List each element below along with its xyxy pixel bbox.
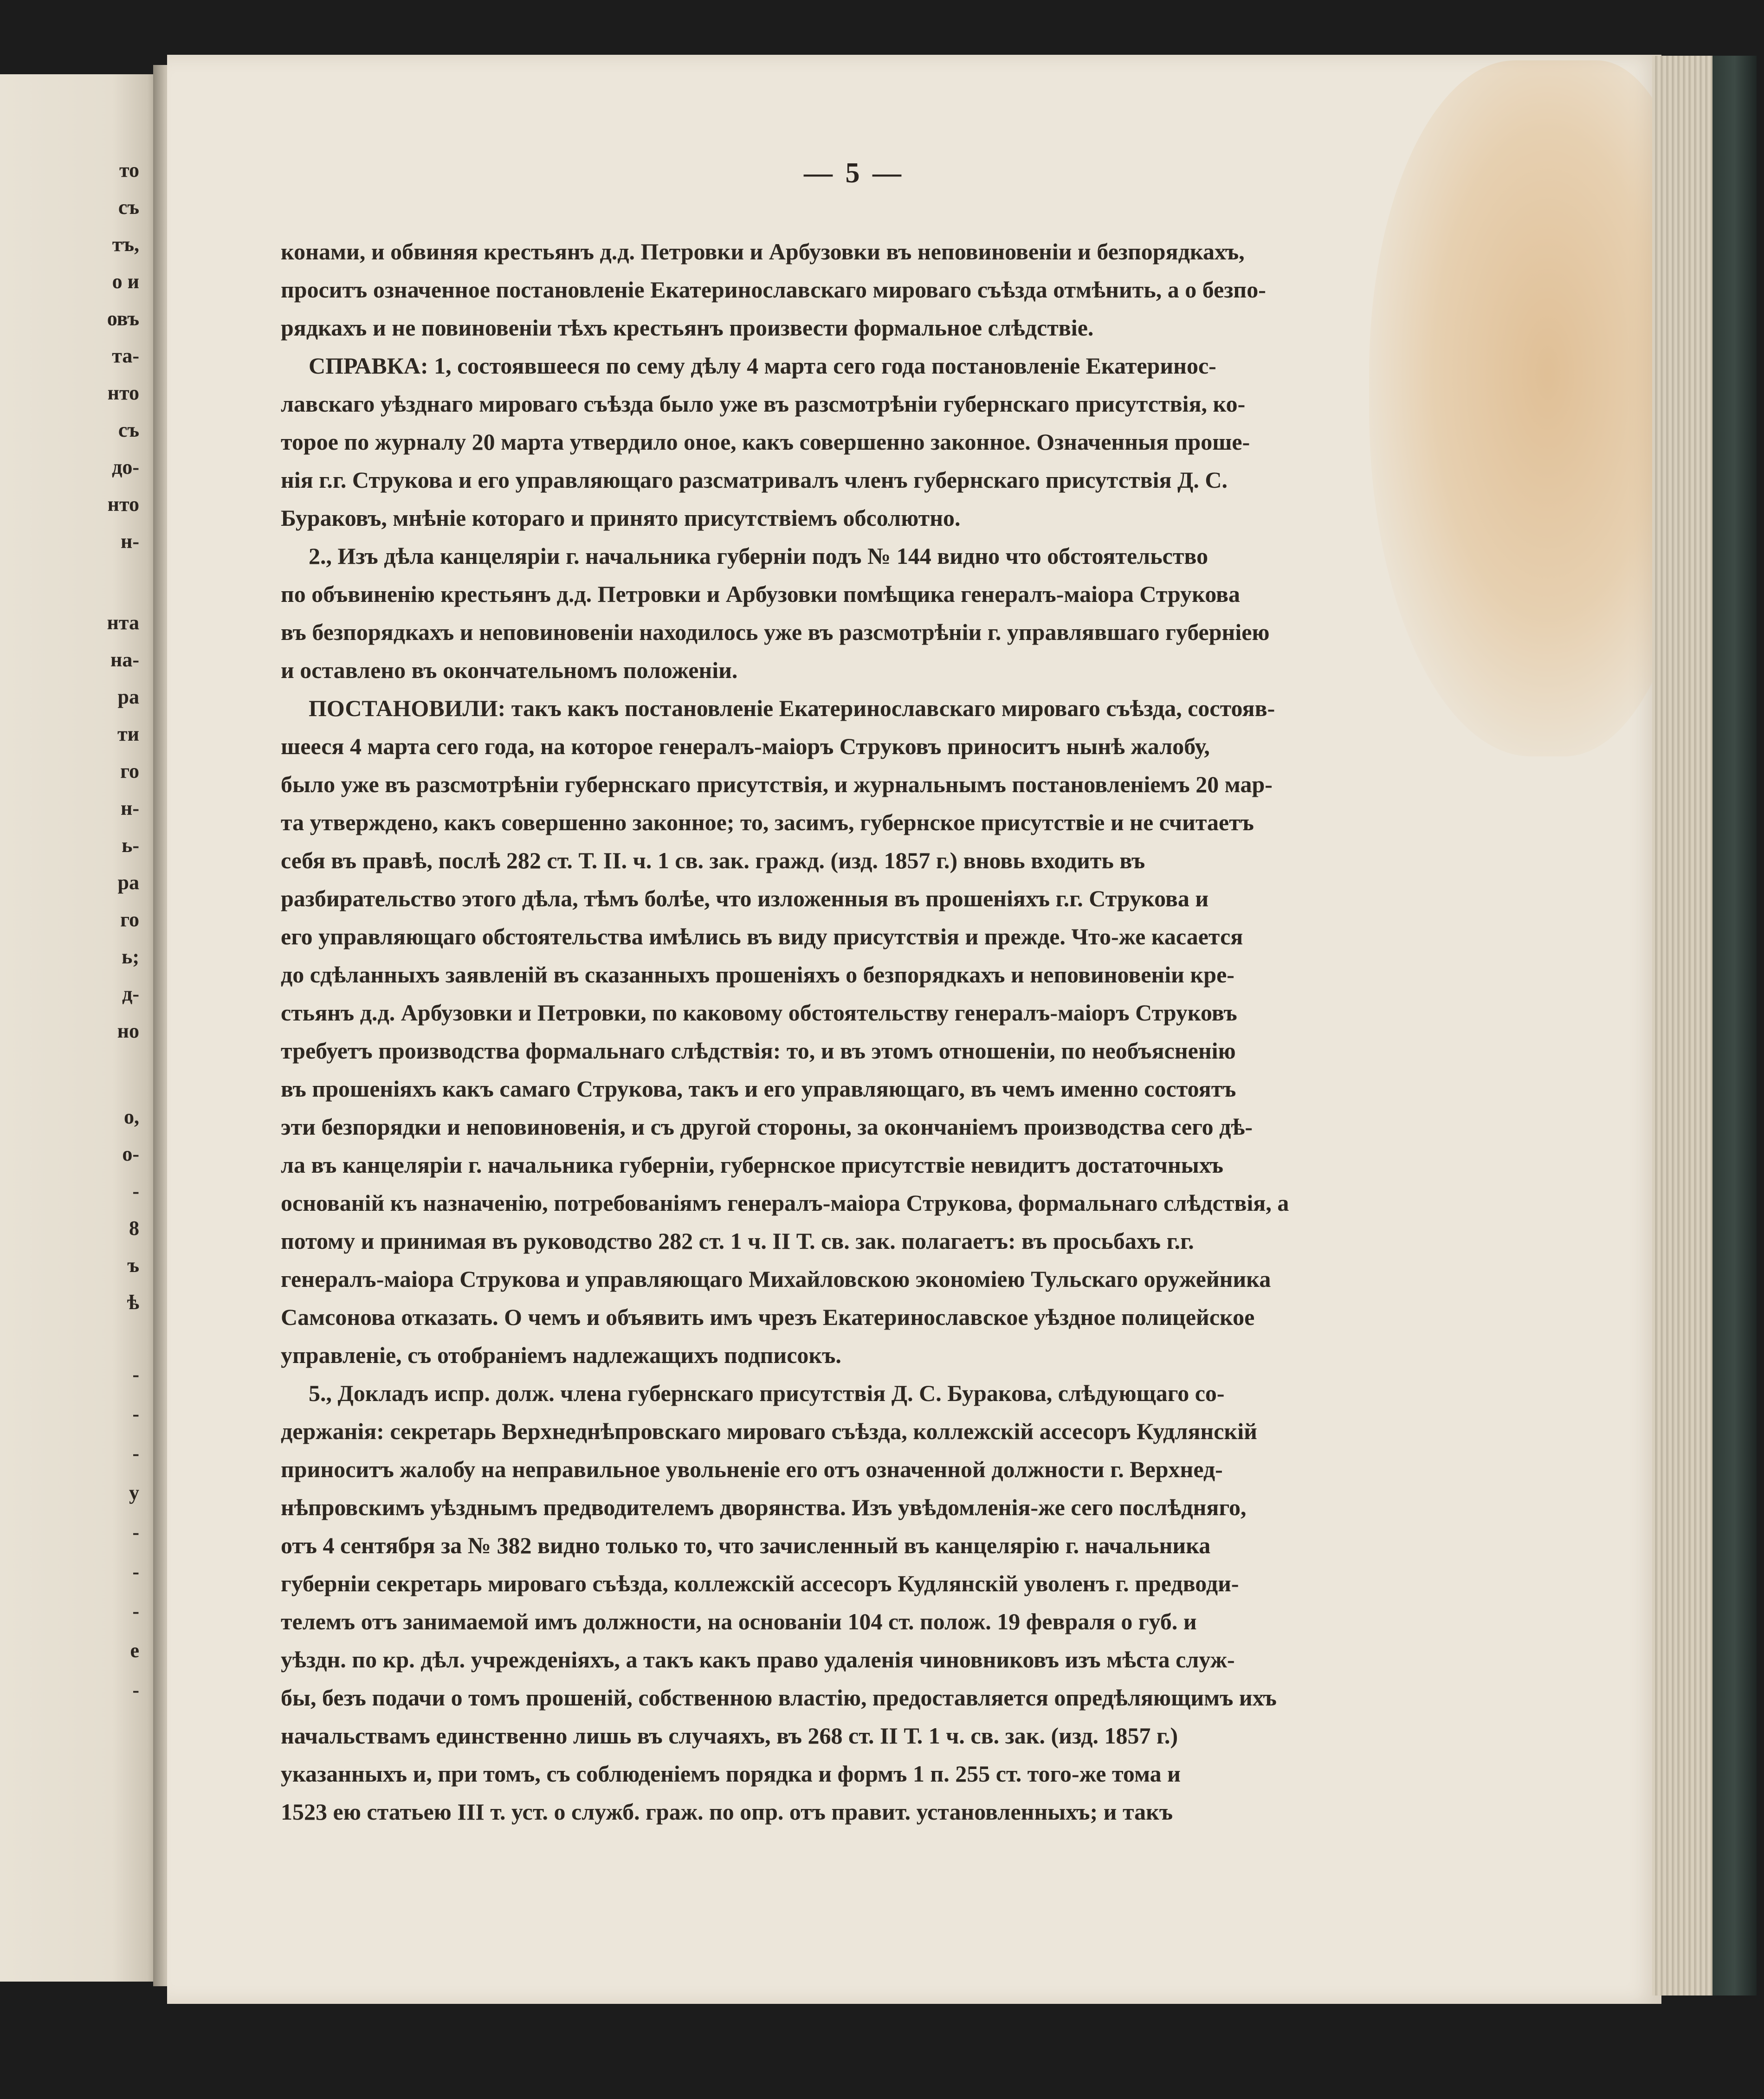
left-page-fragment: овъ xyxy=(107,307,139,330)
text-line: управленiе, съ отобранiемъ надлежащихъ подписокъ. xyxy=(281,1342,841,1368)
text-line: по объвиненiю крестьянъ д.д. Петровки и Арбузовки помѣщика генералъ-маiора Струкова xyxy=(281,581,1240,607)
left-page-fragment: на- xyxy=(110,648,139,671)
page-number: — 5 — xyxy=(804,157,904,189)
text-line: ла въ канцелярiи г. начальника губернiи, губернское присутствiе невидитъ достаточныхъ xyxy=(281,1152,1224,1178)
page-edges xyxy=(1652,56,1712,1996)
text-line: въ прошенiяхъ какъ самаго Струкова, такъ и его управляющаго, въ чемъ именно состоятъ xyxy=(281,1076,1236,1102)
left-page-fragment: - xyxy=(132,1600,139,1622)
left-page-fragment: ѣ xyxy=(127,1291,139,1314)
left-page-fragment: о- xyxy=(122,1143,139,1165)
text-line: конами, и обвиняя крестьянъ д.д. Петровки и Арбузовки въ неповиновенiи и безпорядкахъ, xyxy=(281,239,1245,265)
left-page xyxy=(0,74,160,1982)
text-line: отъ 4 сентября за № 382 видно только то, что зачисленный въ канцелярiю г. начальника xyxy=(281,1532,1211,1558)
text-line: нѣпровскимъ уѣзднымъ предводителемъ дворянства. Изъ увѣдомленiя-же сего послѣдняго, xyxy=(281,1494,1247,1520)
left-page-fragment: нта xyxy=(107,611,139,634)
text-line: нiя г.г. Струкова и его управляющаго разсматривалъ членъ губернскаго присутствiя Д. С. xyxy=(281,467,1228,493)
text-line: лавскаго уѣзднаго мироваго съѣзда было уже въ разсмотрѣнiи губернскаго присутствiя, ко- xyxy=(281,391,1246,417)
text-line: основанiй къ назначенiю, потребованiямъ генералъ-маiора Струкова, формальнаго слѣдствiя, а xyxy=(281,1190,1289,1216)
left-page-fragment: тъ, xyxy=(112,233,139,256)
text-line: губернiи секретарь мироваго съѣзда, коллежскiй ассесоръ Кудлянскiй уволенъ г. предводи- xyxy=(281,1570,1239,1596)
text-line: шееся 4 марта сего года, на которое генералъ-маiоръ Струковъ приноситъ нынѣ жалобу, xyxy=(281,733,1210,759)
text-line: та утверждено, какъ совершенно законное; то, засимъ, губернское присутствiе и не считаетъ xyxy=(281,809,1254,835)
text-line: себя въ правѣ, послѣ 282 ст. Т. II. ч. 1 св. зак. гражд. (изд. 1857 г.) вновь входить въ xyxy=(281,847,1145,873)
text-line: телемъ отъ занимаемой имъ должности, на основанiи 104 ст. полож. 19 февраля о губ. и xyxy=(281,1608,1197,1634)
text-line: бы, безъ подачи о томъ прошенiй, собственною властiю, предоставляется опредѣляющимъ ихъ xyxy=(281,1685,1277,1711)
left-page-fragment: - xyxy=(132,1560,139,1583)
text-line: уѣздн. по кр. дѣл. учрежденiяхъ, а такъ какъ право удаленiя чиновниковъ изъ мѣста служ- xyxy=(281,1647,1235,1673)
left-page-fragment: 8 xyxy=(129,1217,139,1240)
text-line: 1523 ею статьею III т. уст. о служб. граж. по опр. отъ правит. установленныхъ; и такъ xyxy=(281,1799,1173,1825)
text-line: его управляющаго обстоятельства имѣлись въ виду присутствiя и прежде. Что-же касается xyxy=(281,924,1243,949)
left-page-fragment: но xyxy=(117,1020,139,1042)
text-line: СПРАВКА: 1, состоявшееся по сему дѣлу 4 марта сего года постановленiе Екатеринос- xyxy=(309,353,1216,379)
left-page-fragment: ь- xyxy=(122,834,139,857)
left-page-fragment: н- xyxy=(120,797,139,820)
text-line: въ безпорядкахъ и неповиновенiи находилось уже въ разсмотрѣнiи г. управлявшаго губернiею xyxy=(281,619,1270,645)
left-page-fragment: до- xyxy=(112,456,139,478)
left-page-fragment: то xyxy=(119,159,139,181)
text-line: рядкахъ и не повиновенiи тѣхъ крестьянъ произвести формальное слѣдствiе. xyxy=(281,315,1094,341)
text-line: Самсонова отказать. О чемъ и объявить имъ чрезъ Екатеринославское уѣздное полицейское xyxy=(281,1304,1255,1330)
text-line: до сдѣланныхъ заявленiй въ сказанныхъ прошенiяхъ о безпорядкахъ и неповиновенiи кре- xyxy=(281,962,1234,988)
left-page-fragment: - xyxy=(132,1402,139,1425)
left-page-fragment: съ xyxy=(118,419,139,441)
text-line: проситъ означенное постановленiе Екатеринославскаго мироваго съѣзда отмѣнить, а о безпо- xyxy=(281,277,1266,303)
text-line: требуетъ производства формальнаго слѣдствiя: то, и въ этомъ отношенiи, по необъясненiю xyxy=(281,1038,1236,1064)
left-page-fragment: - xyxy=(132,1363,139,1386)
left-page-fragment: ь; xyxy=(122,945,139,968)
text-line: держанiя: секретарь Верхнеднѣпровскаго мироваго съѣзда, коллежскiй ассесоръ Кудлянскiй xyxy=(281,1418,1257,1444)
left-page-fragment: ти xyxy=(117,723,139,745)
left-page-fragment: го xyxy=(120,908,139,931)
text-line: начальствамъ единственно лишь въ случаяхъ, въ 268 ст. II Т. 1 ч. св. зак. (изд. 1857 г.) xyxy=(281,1723,1178,1749)
text-line: ПОСТАНОВИЛИ: такъ какъ постановленiе Екатеринославскаго мироваго съѣзда, состояв- xyxy=(309,695,1275,721)
left-page-fragment: та- xyxy=(112,344,139,367)
text-line: указанныхъ и, при томъ, съ соблюденiемъ порядка и формъ 1 п. 255 ст. того-же тома и xyxy=(281,1761,1181,1787)
left-page-fragment: е xyxy=(130,1639,139,1662)
left-page-fragment: д- xyxy=(122,982,139,1005)
left-page-fragment: ъ xyxy=(127,1254,139,1277)
left-page-fragment: о и xyxy=(112,270,139,293)
text-line: и оставлено въ окончательномъ положенiи. xyxy=(281,657,738,683)
left-page-fragment: ра xyxy=(117,871,139,894)
text-line: потому и принимая въ руководство 282 ст. 1 ч. II Т. св. зак. полагаетъ: въ просьбахъ г.г. xyxy=(281,1228,1194,1254)
text-line: эти безпорядки и неповиновенiя, и съ другой стороны, за окончанiемъ производства сего дѣ- xyxy=(281,1114,1253,1140)
text-line: Бураковъ, мнѣнiе котораго и принято присутствiемъ обсолютно. xyxy=(281,505,961,531)
left-page-fragment: о, xyxy=(124,1105,139,1128)
text-line: приноситъ жалобу на неправильное увольненiе его отъ означенной должности г. Верхнед- xyxy=(281,1456,1223,1482)
text-line: было уже въ разсмотрѣнiи губернскаго присутствiя, и журнальнымъ постановленiемъ 20 мар- xyxy=(281,771,1273,797)
left-page-fragment: н- xyxy=(120,530,139,553)
left-page-fragment: - xyxy=(132,1521,139,1544)
left-page-fragment: съ xyxy=(118,196,139,219)
water-stain xyxy=(1369,60,1694,756)
book-cover-edge xyxy=(1712,56,1757,1996)
left-page-fragment: - xyxy=(132,1180,139,1202)
text-line: разбирательство этого дѣла, тѣмъ болѣе, что изложенныя въ прошенiяхъ г.г. Струкова и xyxy=(281,885,1209,911)
left-page-fragment: - xyxy=(132,1679,139,1701)
left-page-fragment: го xyxy=(120,760,139,782)
left-page-fragment: нто xyxy=(107,493,139,516)
text-line: стьянъ д.д. Арбузовки и Петровки, по каковому обстоятельству генералъ-маiоръ Струковъ xyxy=(281,1000,1237,1026)
left-page-fragment: у xyxy=(129,1481,139,1504)
text-line: 5., Докладъ испр. долж. члена губернскаго присутствiя Д. С. Буракова, слѣдующаго со- xyxy=(309,1380,1225,1406)
left-page-fragment: нто xyxy=(107,381,139,404)
text-line: 2., Изъ дѣла канцелярiи г. начальника губернiи подъ № 144 видно что обстоятельство xyxy=(309,543,1208,569)
text-line: генералъ-маiора Струкова и управляющаго Михайловскою экономiею Тульскаго оружейника xyxy=(281,1266,1271,1292)
text-line: торое по журналу 20 марта утвердило оное, какъ совершенно законное. Означенныя проше- xyxy=(281,429,1250,455)
left-page-fragment: - xyxy=(132,1442,139,1465)
left-page-fragment: ра xyxy=(117,685,139,708)
